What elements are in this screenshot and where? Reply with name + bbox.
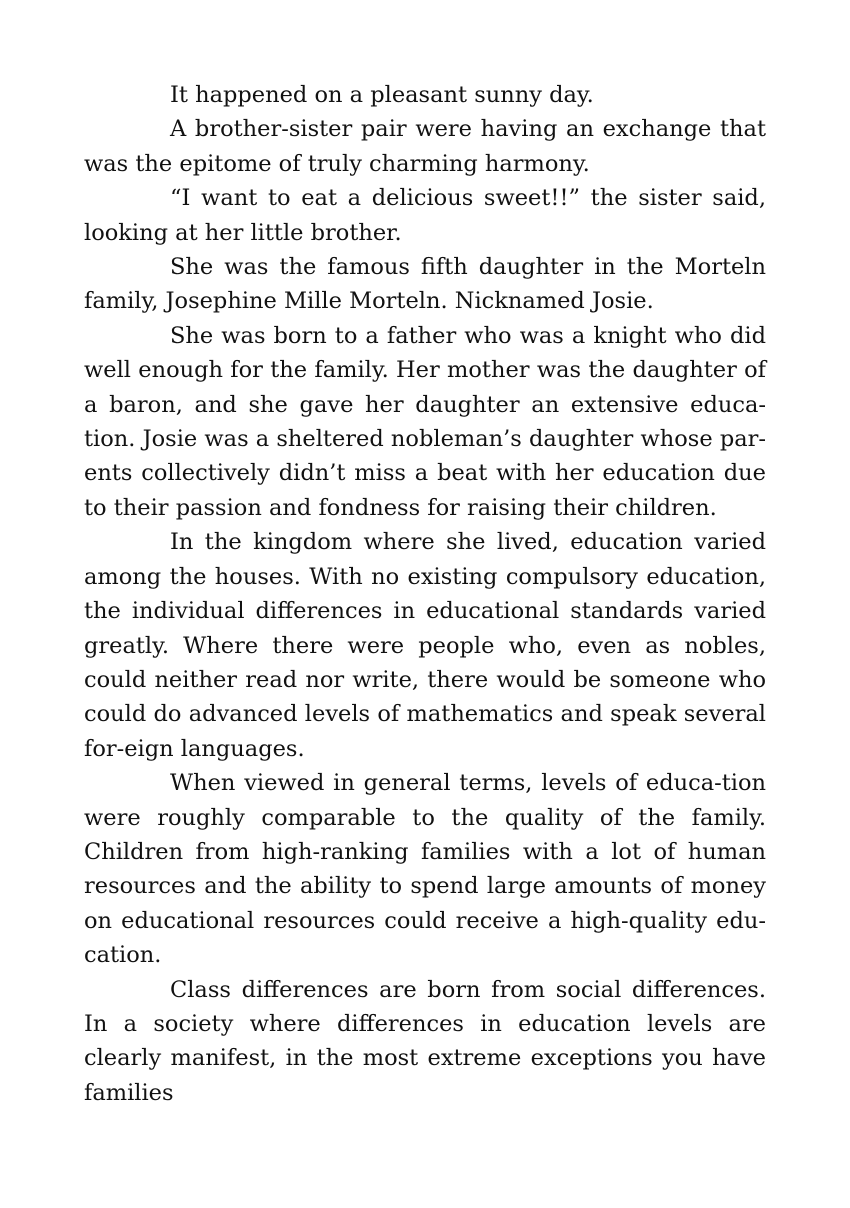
paragraph-7: When viewed in general terms, levels of educa-tion were roughly comparable to the quality of the family. Children from high-ranking families with a lot of human resources and the ability to spend large amounts of money on educational resources could receive a high-quality edu-cation. [84,770,766,969]
page-body [84,78,766,1110]
paragraph-6: In the kingdom where she lived, education varied among the houses. With no existing compulsory education, the individual differences in educational standards varied greatly. Where there were people who, even as nobles, could neither read nor write, there would be someone who could do advanced levels of mathematics and speak several for-eign languages. [84,529,766,762]
paragraph-2: A brother-sister pair were having an exchange that was the epitome of truly charming harmony. [84,116,766,177]
paragraph-3: “I want to eat a delicious sweet!!” the sister said, looking at her little brother. [84,185,766,246]
paragraph-5: She was born to a father who was a knight who did well enough for the family. Her mother was the daughter of a baron, and she gave her daughter an extensive educa-tion. Josie was a sheltered nobleman’s daughter whose par-ents collectively didn’t miss a beat with her education due to their passion and fondness for raising their children. [84,322,766,521]
paragraph-1: It happened on a pleasant sunny day. [170,82,594,108]
paragraph-4: She was the famous fifth daughter in the Morteln family, Josephine Mille Morteln. Nicknamed Josie. [84,254,766,315]
paragraph-8: Class differences are born from social differences. In a society where differences in education levels are clearly manifest, in the most extreme exceptions you have families [84,976,766,1106]
